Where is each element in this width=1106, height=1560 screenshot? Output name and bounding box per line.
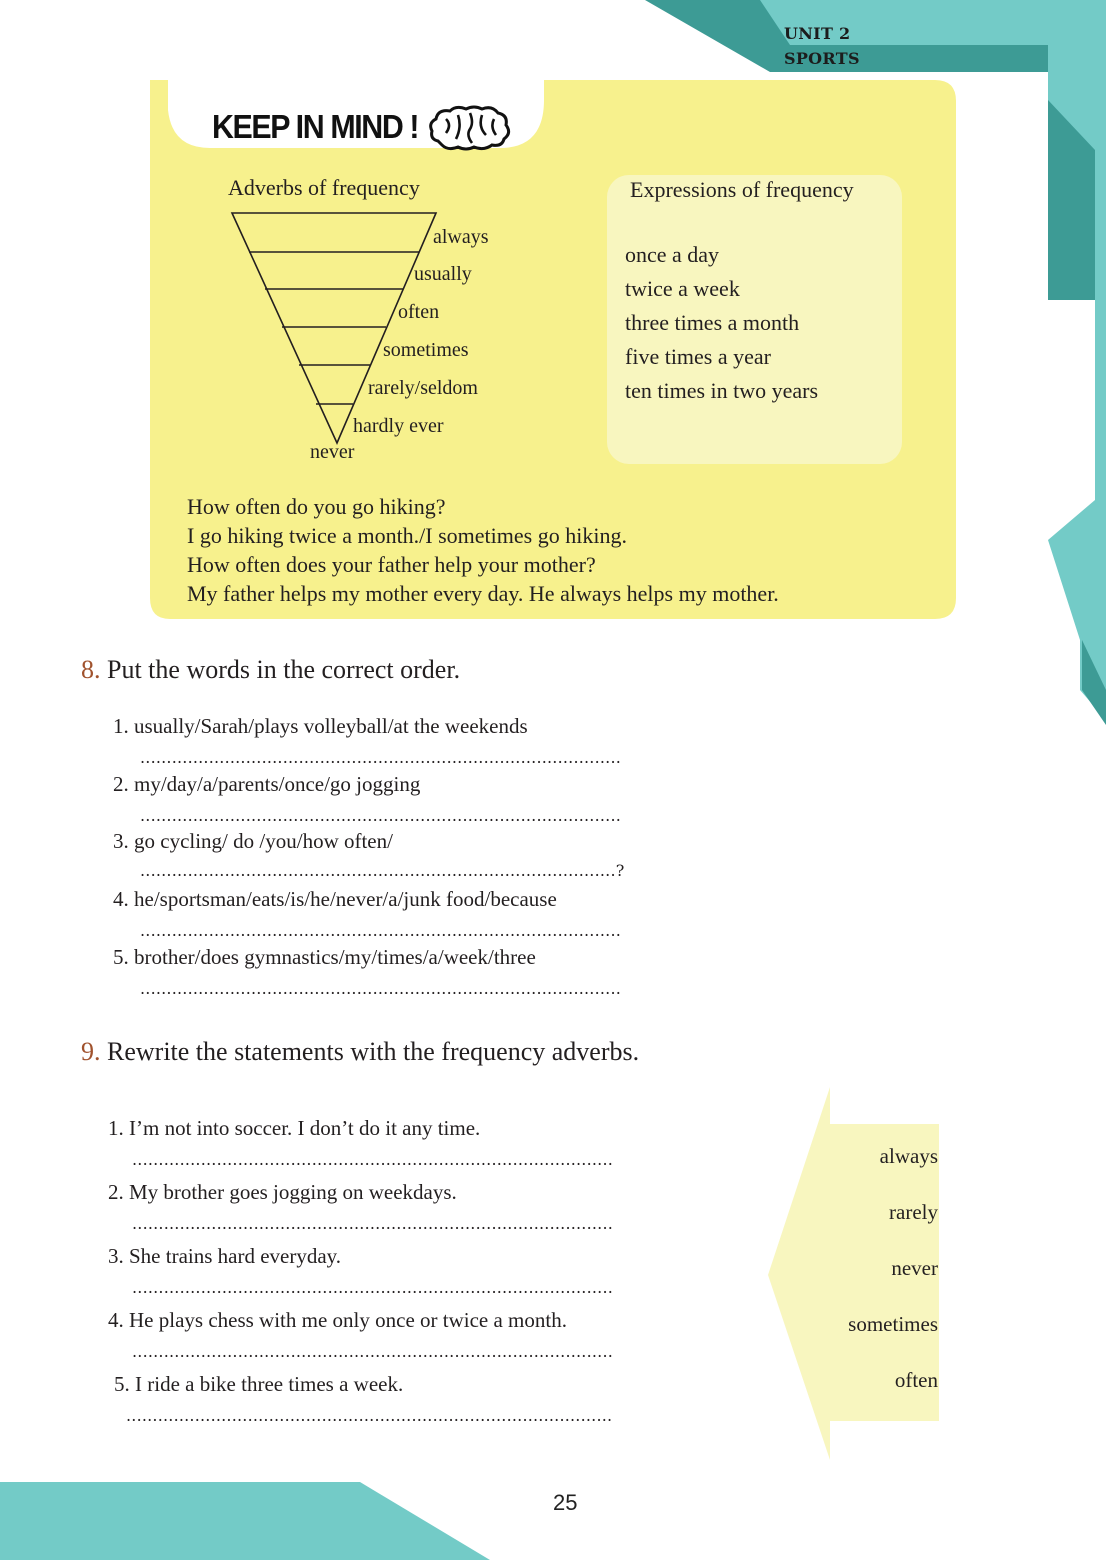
answer-line[interactable]: ........................................................................................... <box>132 1342 614 1361</box>
expressions-title: Expressions of frequency <box>630 177 854 202</box>
answer-line[interactable]: ..........................................................................................? <box>140 861 625 880</box>
word-bank-item: sometimes <box>848 1312 938 1336</box>
page-number: 25 <box>553 1490 578 1515</box>
answer-line[interactable]: ........................................................................................... <box>140 921 622 940</box>
answer-line[interactable]: ........................................................................................... <box>140 748 622 767</box>
word-bank-item: often <box>894 1368 938 1392</box>
unit-label: UNIT 2 <box>784 24 851 43</box>
expression-item: three times a month <box>625 310 800 335</box>
answer-line[interactable]: ............................................................................................ <box>126 1406 613 1425</box>
example-sentence: How often does your father help your mother? <box>187 552 596 577</box>
word-bank-item: never <box>891 1256 938 1280</box>
exercise-9-heading <box>81 1037 639 1067</box>
adverb-often: often <box>398 301 440 323</box>
topic-label: SPORTS <box>784 49 860 68</box>
example-sentence: I go hiking twice a month./I sometimes go hiking. <box>187 523 627 548</box>
expression-item: ten times in two years <box>625 378 819 403</box>
adverb-never: never <box>310 441 355 463</box>
exercise-8-heading <box>81 655 460 685</box>
word-bank-item: always <box>879 1144 938 1168</box>
exercise-9-item: 3. She trains hard everyday. <box>108 1244 342 1268</box>
exercise-8-item: 4. he/sportsman/eats/is/he/never/a/junk food/because <box>113 887 557 911</box>
answer-line[interactable]: ........................................................................................... <box>140 979 622 998</box>
expression-item: five times a year <box>625 344 771 369</box>
adverb-always: always <box>433 226 489 248</box>
exercise-number: 9. <box>81 1037 101 1066</box>
expression-item: twice a week <box>625 276 740 301</box>
adverb-hardly-ever: hardly ever <box>353 415 444 437</box>
example-sentence: My father helps my mother every day. He always helps my mother. <box>187 581 779 606</box>
adverbs-title: Adverbs of frequency <box>228 175 420 200</box>
keep-in-mind-title: KEEP IN MIND ! <box>212 108 419 145</box>
exercise-9-item: 2. My brother goes jogging on weekdays. <box>108 1180 457 1204</box>
example-sentence: How often do you go hiking? <box>187 494 446 519</box>
expression-item: once a day <box>625 242 720 267</box>
word-bank-item: rarely <box>889 1200 938 1224</box>
answer-line[interactable]: ........................................................................................... <box>132 1278 614 1297</box>
adverb-rarely-seldom: rarely/seldom <box>368 377 478 399</box>
answer-line[interactable]: ........................................................................................... <box>132 1150 614 1169</box>
exercise-instruction: Rewrite the statements with the frequency adverbs. <box>107 1037 640 1066</box>
teal-footer-band <box>0 1482 490 1560</box>
exercise-8-item: 3. go cycling/ do /you/how often/ <box>113 829 393 853</box>
exercise-number: 8. <box>81 655 101 684</box>
exercise-9-item: 5. I ride a bike three times a week. <box>114 1372 404 1396</box>
exercise-9-item: 1. I’m not into soccer. I don’t do it any time. <box>108 1116 481 1140</box>
exercise-8-item: 2. my/day/a/parents/once/go jogging <box>113 772 421 796</box>
answer-line[interactable]: ........................................................................................... <box>140 806 622 825</box>
brain-icon <box>428 105 512 151</box>
exercise-8-item: 5. brother/does gymnastics/my/times/a/week/three <box>113 945 536 969</box>
answer-line[interactable]: ........................................................................................... <box>132 1214 614 1233</box>
adverb-usually: usually <box>414 263 472 285</box>
exercise-8-item: 1. usually/Sarah/plays volleyball/at the weekends <box>113 714 528 738</box>
adverb-sometimes: sometimes <box>383 339 469 361</box>
exercise-9-item: 4. He plays chess with me only once or twice a month. <box>108 1308 567 1332</box>
exercise-instruction: Put the words in the correct order. <box>107 655 461 684</box>
